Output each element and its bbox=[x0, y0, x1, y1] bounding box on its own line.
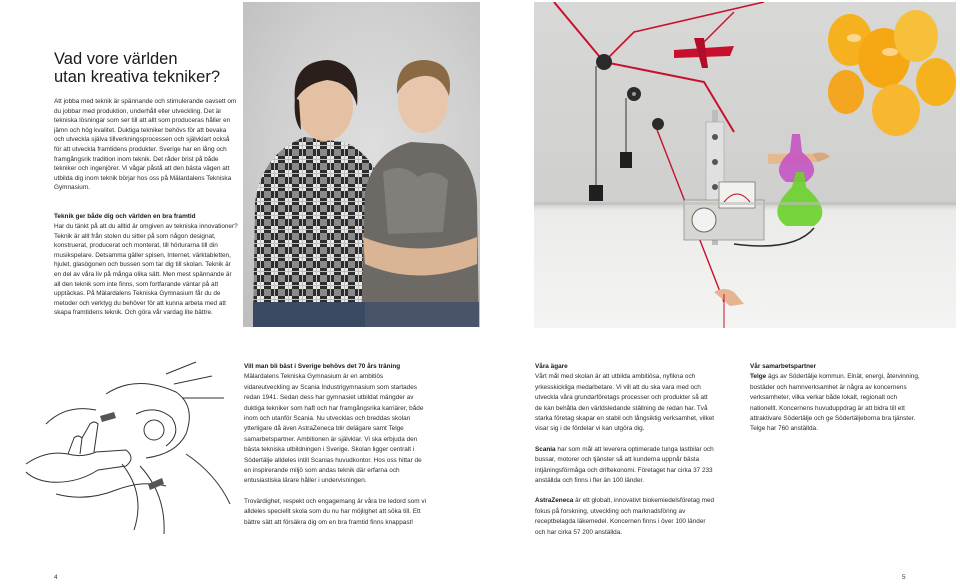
astrazeneca-text: är ett globalt, innovativt biokemiedelsföretag med fokus på forskning, utveckling och marknadsföring av receptbelagda läkemedel. Koncernen finns i över 100 länder och har cirka 57 200 anställda. bbox=[535, 497, 715, 536]
telge-name: Telge bbox=[750, 373, 767, 381]
astrazeneca-name: AstraZeneca bbox=[535, 497, 574, 505]
column-history bbox=[244, 362, 429, 538]
students-photo bbox=[243, 2, 480, 327]
page-number-left: 4 bbox=[54, 574, 58, 581]
scania-text: har som mål att leverera optimerade tunga lastbilar och bussar, motorer och tjänster så att kunderna uppnår bästa intjäningsförmåga och driftekonomi. Företaget har cirka 37 233 anställda och finns i fler än 100 länder. bbox=[535, 445, 714, 485]
column-partner bbox=[750, 362, 920, 445]
machine-photo bbox=[534, 2, 956, 328]
headline-line-2: utan kreativa tekniker? bbox=[54, 68, 221, 86]
headline-line-1: Vad vore världen bbox=[54, 50, 178, 68]
contraption-illustration bbox=[534, 2, 956, 328]
column-owners bbox=[535, 362, 715, 548]
section-body: Har du tänkt på att du alltid är omgiven av tekniska innovationer? Teknik är allt från stolen du sitter på som någon designat, konstruerat, producerat och monterat, till hörlurarna till din musikspelare. Detsamma gäller spisen, Internet, värktabletten, hjulet, glasögonen och bussen som tar dig till skolan. Teknik är en del av våra liv på många olika sätt. Men mest spännande är all den teknik som inte finns, som fortfarande väntar på att upptäckas. På Mälardalens Tekniska Gymnasium får du de metoder och verktyg du behöver för att kunna arbeta med att skapa framtidens teknik. Och göra vår vardag lite bättre. bbox=[54, 223, 238, 317]
scania-name: Scania bbox=[535, 445, 556, 453]
partner-heading: Vår samarbetspartner bbox=[750, 363, 817, 370]
telge-paragraph bbox=[750, 372, 920, 434]
hand-sketch-illustration bbox=[16, 354, 240, 540]
page-number-right: 5 bbox=[902, 574, 906, 581]
students-illustration bbox=[243, 2, 480, 327]
owners-body: Vårt mål med skolan är att utbilda ambitiösa, nyfikna och yrkesskickliga medarbetare. Vi vill att du ska vara med och utveckla våra grundarföretags processer och produkter så att de kan behålla den världsledande ställning de redan har. Två starka företag skapar en stabil och långsiktig verksamhet, vilket visar sig i de fördelar vi kan utgöra dig. bbox=[535, 373, 715, 433]
intro-paragraph: Att jobba med teknik är spännande och stimulerande oavsett om du jobbar med produktion, underhåll eller utveckling. Det är tekniska lösningar som ser till att allt som produceras håller en jämn och hög kvalitet. Duktiga tekniker behövs för att bevaka och utveckla själva tillverkningsprocessen och självklart också för att utveckla framtidens produkter. Sverige har en lång och framgångsrik tradition inom teknik. Det råder brist på både tekniker och ingenjörer. Vi vågar påstå att den bästa vägen att utbilda dig inom teknik börjar hos oss på Mälardalens Tekniska Gymnasium. bbox=[54, 98, 237, 192]
scania-paragraph bbox=[535, 445, 715, 487]
page-headline bbox=[54, 50, 244, 86]
sketch-drawing bbox=[16, 354, 240, 540]
history-body: Mälardalens Tekniska Gymnasium är en ambitiös vidareutveckling av Scania Industrigymnasium som startades redan 1941. Sedan dess har gymnasiet utbildat mängder av duktiga tekniker som haft och har framgångsrika karriärer, både inom och utanför Scania. Nu utvecklas och breddas skolan ytterligare då även AstraZeneca blir delägare samt Telge samarbetspartner. Ambitionen är självklar. Vi ska erbjuda den bästa tekniska utbildningen i Sverige. Skolan ligger centralt i Södertälje alldeles intill Scanias huvudkontor. Hos oss hittar de en inspirerande miljö som andas teknik där erfarna och entusiastiska lärare håller i undervisningen. bbox=[244, 373, 424, 485]
section-heading: Teknik ger både dig och världen en bra framtid bbox=[54, 213, 196, 220]
history-heading: Vill man bli bäst i Sverige behövs det 70 års träning bbox=[244, 363, 401, 370]
owners-heading: Våra ägare bbox=[535, 363, 568, 370]
telge-text: ägs av Södertälje kommun. Elnät, energi, återvinning, bostäder och hamnverksamhet är några av koncernens verksamheter, vilka verkar både lokalt, regionalt och nationellt. Koncernens huvuduppdrag är att bidra till ett attraktivare Södertälje och ge Södertäljeborna bra tjänster. Telge har 760 anställda. bbox=[750, 373, 920, 433]
values-body: Trovärdighet, respekt och engagemang är våra tre ledord som vi alldeles speciellt skola som du nu har möjlighet att söka till. Ett bättre sätt att försäkra dig om en bra framtid finns knappast! bbox=[244, 497, 426, 526]
astrazeneca-paragraph bbox=[535, 496, 715, 538]
